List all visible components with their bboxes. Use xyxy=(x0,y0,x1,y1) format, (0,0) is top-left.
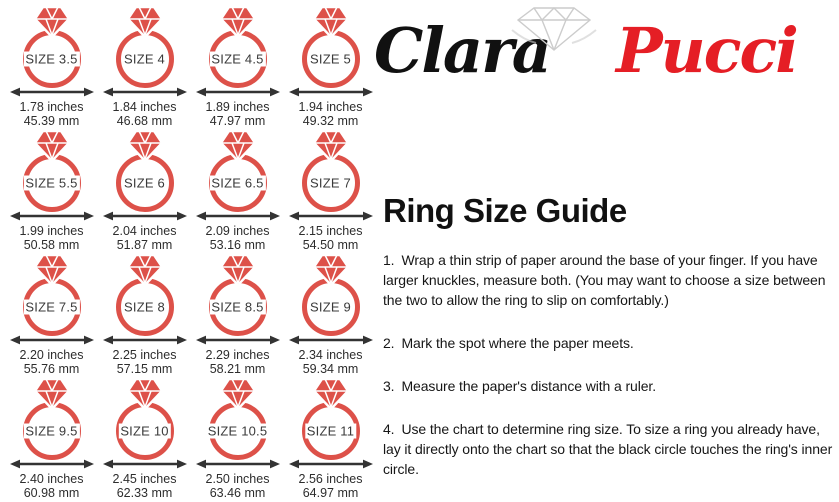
ring-size-cell xyxy=(5,128,98,252)
ring-size-cell xyxy=(5,376,98,500)
ring-size-cell xyxy=(284,252,377,376)
ring-measurements xyxy=(191,472,284,500)
ring-illustration xyxy=(285,252,377,348)
ring-illustration xyxy=(99,4,191,100)
guide-title: Ring Size Guide xyxy=(383,192,627,229)
ring-size-cell xyxy=(5,4,98,128)
diameter-mm: 60.98 mm xyxy=(23,486,80,500)
ring-illustration xyxy=(192,376,284,472)
brand-name-pucci: Pucci xyxy=(616,14,797,87)
diameter-mm: 55.76 mm xyxy=(23,362,80,376)
ring-size-label: SIZE 6 xyxy=(124,175,165,191)
ring-size-cell xyxy=(191,4,284,128)
diameter-mm: 51.87 mm xyxy=(116,238,173,252)
ring-size-cell xyxy=(284,128,377,252)
diameter-inches: 2.20 inches xyxy=(19,348,84,362)
ring-size-cell xyxy=(98,4,191,128)
diameter-mm: 53.16 mm xyxy=(209,238,266,252)
ring-size-cell xyxy=(191,252,284,376)
ring-size-label: SIZE 8.5 xyxy=(211,299,264,315)
diameter-mm: 63.46 mm xyxy=(209,486,266,500)
diameter-mm: 57.15 mm xyxy=(116,362,173,376)
step-number: 1. xyxy=(383,252,395,268)
ring-illustration xyxy=(192,252,284,348)
ring-size-label: SIZE 4 xyxy=(124,51,165,67)
ring-size-cell xyxy=(5,252,98,376)
ring-illustration xyxy=(192,128,284,224)
guide-panel xyxy=(370,0,839,501)
diameter-inches: 2.04 inches xyxy=(112,224,177,238)
ring-illustration xyxy=(285,376,377,472)
diameter-mm: 47.97 mm xyxy=(209,114,266,128)
ring-measurements xyxy=(284,224,377,252)
ring-size-label: SIZE 10.5 xyxy=(207,423,268,439)
ring-size-cell xyxy=(191,128,284,252)
ring-measurements xyxy=(98,472,191,500)
step-text: Mark the spot where the paper meets. xyxy=(401,335,634,351)
ring-size-label: SIZE 6.5 xyxy=(211,175,264,191)
ring-size-cell xyxy=(191,376,284,500)
ring-illustration xyxy=(99,376,191,472)
ring-illustration xyxy=(285,4,377,100)
ring-illustration xyxy=(285,128,377,224)
ring-size-label: SIZE 5 xyxy=(310,51,351,67)
ring-illustration xyxy=(192,4,284,100)
step-number: 3. xyxy=(383,378,395,394)
ring-size-label: SIZE 7.5 xyxy=(25,299,78,315)
diameter-inches: 2.56 inches xyxy=(298,472,363,486)
diameter-inches: 2.34 inches xyxy=(298,348,363,362)
diameter-mm: 59.34 mm xyxy=(302,362,359,376)
diameter-inches: 2.40 inches xyxy=(19,472,84,486)
ring-measurements xyxy=(284,348,377,376)
diameter-inches: 1.78 inches xyxy=(19,100,84,114)
diameter-inches: 2.15 inches xyxy=(298,224,363,238)
diameter-inches: 2.29 inches xyxy=(205,348,270,362)
step-number: 4. xyxy=(383,421,395,437)
diameter-inches: 2.25 inches xyxy=(112,348,177,362)
diameter-mm: 49.32 mm xyxy=(302,114,359,128)
ring-size-label: SIZE 3.5 xyxy=(25,51,78,67)
ring-size-cell xyxy=(284,376,377,500)
diameter-mm: 62.33 mm xyxy=(116,486,173,500)
ring-measurements xyxy=(5,348,98,376)
diameter-inches: 1.89 inches xyxy=(205,100,270,114)
diameter-inches: 2.45 inches xyxy=(112,472,177,486)
ring-measurements xyxy=(191,100,284,128)
diameter-inches: 2.50 inches xyxy=(205,472,270,486)
ring-size-label: SIZE 8 xyxy=(124,299,165,315)
step-text: Measure the paper's distance with a ruler. xyxy=(401,378,656,394)
ring-size-label: SIZE 11 xyxy=(306,423,355,439)
ring-illustration xyxy=(6,376,98,472)
diameter-mm: 50.58 mm xyxy=(23,238,80,252)
ring-measurements xyxy=(5,224,98,252)
ring-measurements xyxy=(191,224,284,252)
diameter-inches: 2.09 inches xyxy=(205,224,270,238)
ring-size-cell xyxy=(98,376,191,500)
ring-size-chart xyxy=(5,4,377,500)
ring-measurements xyxy=(5,472,98,500)
diamond-outline-icon xyxy=(502,4,606,54)
diameter-mm: 45.39 mm xyxy=(23,114,80,128)
diameter-inches: 1.84 inches xyxy=(112,100,177,114)
diameter-mm: 64.97 mm xyxy=(302,486,359,500)
instructions-list xyxy=(383,250,835,502)
ring-measurements xyxy=(98,224,191,252)
instruction-step xyxy=(383,376,835,396)
ring-illustration xyxy=(99,128,191,224)
ring-size-label: SIZE 9.5 xyxy=(25,423,78,439)
ring-size-cell xyxy=(98,252,191,376)
diameter-mm: 54.50 mm xyxy=(302,238,359,252)
instruction-step xyxy=(383,250,835,310)
ring-measurements xyxy=(284,472,377,500)
ring-measurements xyxy=(98,100,191,128)
brand-logo xyxy=(374,4,814,104)
ring-measurements xyxy=(284,100,377,128)
ring-size-cell xyxy=(284,4,377,128)
ring-illustration xyxy=(6,128,98,224)
ring-illustration xyxy=(99,252,191,348)
diameter-mm: 46.68 mm xyxy=(116,114,173,128)
ring-size-label: SIZE 5.5 xyxy=(25,175,78,191)
ring-measurements xyxy=(98,348,191,376)
ring-illustration xyxy=(6,252,98,348)
ring-size-label: SIZE 4.5 xyxy=(211,51,264,67)
diameter-inches: 1.94 inches xyxy=(298,100,363,114)
step-text: Use the chart to determine ring size. To size a ring you already have, lay it directly onto the chart so that the black circle touches the ring's inner circle. xyxy=(383,421,833,477)
step-number: 2. xyxy=(383,335,395,351)
instruction-step xyxy=(383,419,835,479)
ring-measurements xyxy=(191,348,284,376)
diameter-mm: 58.21 mm xyxy=(209,362,266,376)
ring-size-label: SIZE 10 xyxy=(120,423,169,439)
ring-size-label: SIZE 7 xyxy=(310,175,351,191)
diameter-inches: 1.99 inches xyxy=(19,224,84,238)
brand-name-clara: Clara xyxy=(374,14,550,87)
ring-illustration xyxy=(6,4,98,100)
ring-measurements xyxy=(5,100,98,128)
ring-size-cell xyxy=(98,128,191,252)
instruction-step xyxy=(383,333,835,353)
ring-size-label: SIZE 9 xyxy=(310,299,351,315)
step-text: Wrap a thin strip of paper around the base of your finger. If you have larger knuckles, measure both. (You may want to choose a size between the two to allow the ring to slip on comfortably.) xyxy=(383,252,826,308)
